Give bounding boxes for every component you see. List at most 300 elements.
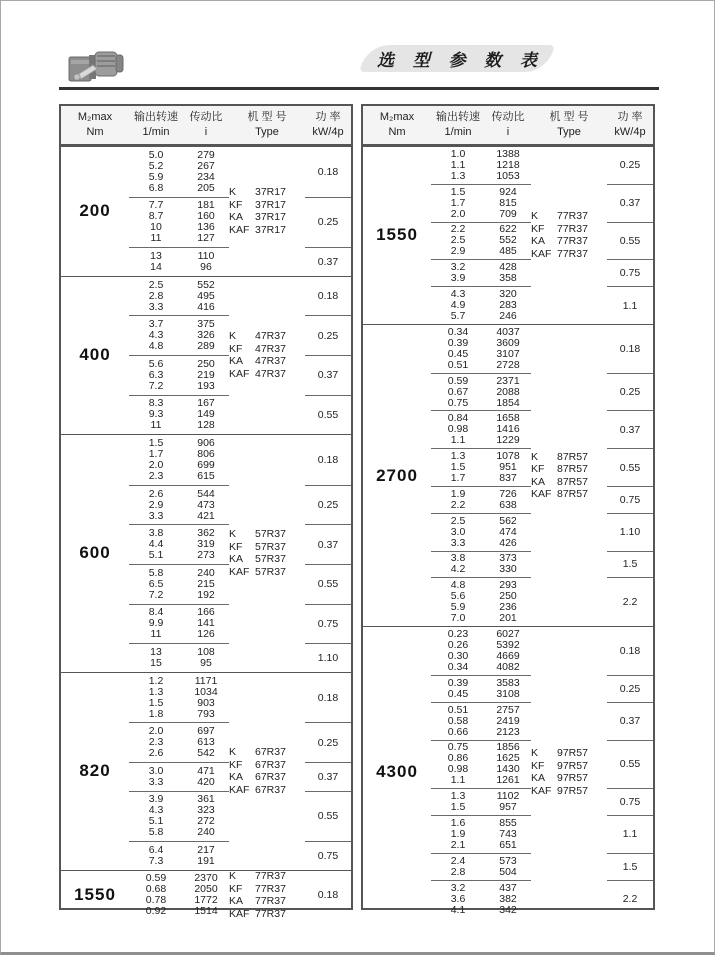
type-column-gap [531,880,607,918]
type-prefix: KF [531,759,545,772]
type-code: 77R37 [255,870,286,883]
power-value: 0.37 [305,762,351,791]
column-header-name: 功 率 [315,111,341,123]
type-column-gap [531,675,607,702]
column-header-name: 功 率 [617,111,643,123]
output-speed-value: 7.2 [148,588,164,601]
type-code: 57R37 [255,528,286,541]
output-speed-value: 1.5 [148,436,164,449]
ratio-value: 293 [499,579,517,592]
table-row [431,613,531,624]
ratio-value: 126 [197,628,215,641]
ratio-value: 697 [197,725,215,738]
ratio-value: 1772 [194,894,218,907]
output-speed-value: 4.3 [450,288,466,301]
type-model [229,566,305,579]
column-header [607,110,653,140]
ratio-value: 95 [200,656,212,669]
type-prefix: KAF [229,783,250,796]
power-value: 0.18 [317,165,339,178]
column-header-name: 机 型 号 [247,111,287,123]
table-row [431,360,531,371]
output-speed-value: 4.3 [148,804,164,817]
type-column-gap [531,702,607,740]
type-code: 67R37 [255,771,286,784]
ratio-value: 219 [197,368,215,381]
type-model [531,210,607,223]
table-row [431,802,531,813]
column-header-unit: 1/min [142,126,170,138]
table-row [431,387,531,398]
table-row [129,302,229,313]
ratio-value: 2088 [496,385,520,398]
power-value: 0.37 [305,355,351,395]
output-speed-value: 3.3 [148,300,164,313]
ratio-value: 699 [197,458,215,471]
output-speed-value: 5.6 [450,590,466,603]
output-speed-value: 2.5 [450,514,466,527]
type-column-gap [531,259,607,286]
type-code: 37R17 [255,186,286,199]
type-code: 47R37 [255,367,286,380]
type-prefix: KF [229,342,243,355]
type-model [531,248,607,261]
ratio-value: 358 [499,272,517,285]
speed-ratio-block [431,184,531,222]
speed-ratio-block [129,643,229,672]
type-code: 57R37 [255,553,286,566]
output-speed-value: 0.78 [145,894,167,907]
type-prefix: KAF [229,565,250,578]
table-row [431,435,531,446]
output-speed-value: 6.3 [148,368,164,381]
ratio-value: 1229 [496,434,520,447]
speed-ratio-block [129,871,229,921]
ratio-value: 201 [499,612,517,625]
type-model [229,528,305,541]
table-row [431,705,531,716]
type-model [229,199,305,212]
power-value: 1.1 [607,815,653,853]
power-value: 0.25 [305,315,351,355]
output-speed-value: 2.0 [148,458,164,471]
type-model [531,488,607,501]
column-header-unit: kW/4p [614,126,646,138]
type-column-gap [229,277,305,316]
output-speed-value: 4.4 [148,538,164,551]
output-speed-value: 5.9 [450,601,466,614]
output-speed-value: 11 [150,628,162,641]
column-header [61,110,129,140]
column-header-unit: i [204,126,208,138]
type-column-gap [531,410,607,448]
ratio-value: 141 [197,617,215,630]
page-title-banner [359,45,555,72]
output-speed-value: 0.86 [447,752,469,765]
power-group [431,147,653,184]
ratio-value: 2050 [194,883,218,896]
ratio-value: 2419 [496,714,520,727]
speed-ratio-block [129,485,229,525]
torque-value: 820 [79,761,111,781]
type-code: 77R37 [557,235,588,248]
torque-section [61,672,351,870]
power-group [129,791,351,842]
ratio-value: 1430 [496,763,520,776]
torque-value: 2700 [376,465,418,485]
output-speed-value: 2.8 [450,865,466,878]
ratio-value: 1218 [496,158,520,171]
column-header [485,110,531,140]
table-row [129,341,229,352]
column-header [431,110,485,140]
speed-ratio-block [129,315,229,355]
column-header [183,110,229,140]
type-code: 87R57 [557,450,588,463]
type-column-gap [531,853,607,880]
table-row [129,471,229,482]
output-speed-value: 0.66 [447,725,469,738]
type-prefix: K [229,330,237,343]
column-header-unit: i [506,126,510,138]
output-speed-value: 1.5 [450,801,466,814]
ratio-value: 373 [499,552,517,565]
ratio-value: 4669 [496,650,520,663]
speed-ratio-block [431,325,531,373]
power-group [431,853,653,880]
output-speed-value: 1.1 [450,158,466,171]
output-speed-value: 2.9 [450,245,466,258]
power-group [431,702,653,740]
power-group [129,435,351,485]
output-speed-value: 2.0 [148,725,164,738]
output-speed-value: 0.30 [447,650,469,663]
type-column-gap [229,485,305,525]
output-speed-value: 2.3 [148,469,164,482]
torque-value: 200 [79,201,111,221]
ratio-value: 1856 [496,741,520,754]
power-group [129,277,351,316]
output-speed-value: 14 [150,260,162,273]
ratio-value: 375 [197,318,215,331]
table-row [431,883,531,894]
power-group [129,841,351,870]
table-row [129,777,229,788]
table-row [129,183,229,194]
ratio-value: 495 [197,289,215,302]
table-row [431,246,531,257]
type-column-gap [229,841,305,870]
ratio-value: 2123 [496,725,520,738]
power-group [129,485,351,525]
ratio-value: 1658 [496,412,520,425]
speed-ratio-block [431,740,531,789]
type-prefix: KAF [229,907,250,920]
output-speed-value: 0.26 [447,639,469,652]
type-code: 77R37 [255,882,286,895]
output-speed-value: 2.5 [148,278,164,291]
power-group [129,395,351,435]
type-column-gap [531,815,607,853]
type-code: 47R37 [255,330,286,343]
table-row [129,420,229,431]
power-value: 0.55 [305,791,351,842]
output-speed-value: 3.2 [450,261,466,274]
output-speed-value: 3.6 [450,892,466,905]
type-prefix: KA [229,895,244,908]
output-speed-value: 0.75 [447,396,469,409]
type-prefix: K [229,870,237,883]
torque-value: 1550 [74,885,116,905]
power-group [129,673,351,723]
type-code: 87R57 [557,488,588,501]
speed-ratio-block [129,673,229,723]
type-prefix: K [531,747,539,760]
type-model [531,476,607,489]
table-row [431,840,531,851]
power-value: 0.25 [607,373,653,411]
type-list [229,528,305,578]
ratio-value: 149 [197,408,215,421]
power-value: 1.5 [607,551,653,578]
ratio-value: 267 [197,159,215,172]
ratio-value: 573 [499,854,517,867]
output-speed-value: 0.45 [447,687,469,700]
output-speed-value: 2.8 [148,289,164,302]
speed-ratio-block [129,762,229,791]
output-speed-value: 2.2 [450,498,466,511]
ratio-value: 426 [499,536,517,549]
speed-ratio-block [431,815,531,853]
power-group [431,286,653,324]
speed-ratio-block [129,841,229,870]
speed-ratio-block [431,627,531,675]
speed-ratio-block [129,277,229,316]
ratio-value: 924 [499,185,517,198]
type-code: 87R57 [557,463,588,476]
output-speed-value: 15 [150,656,162,669]
ratio-value: 181 [197,199,215,212]
power-group [431,373,653,411]
column-header-unit: Type [557,126,581,138]
type-model [531,451,607,464]
ratio-value: 855 [499,816,517,829]
output-speed-value: 13 [150,645,162,658]
power-group [431,325,653,373]
ratio-value: 1034 [194,685,218,698]
table-row [129,827,229,838]
table-row [431,473,531,484]
table-row [129,698,229,709]
torque-section [61,146,351,276]
header-divider [59,87,659,90]
column-header [305,110,351,140]
power-value: 0.37 [607,184,653,222]
output-speed-value: 1.3 [450,169,466,182]
output-speed-value: 7.3 [148,854,164,867]
type-model [531,785,607,798]
ratio-value: 323 [197,804,215,817]
type-column-gap [531,325,607,373]
table-row [129,550,229,561]
ratio-value: 726 [499,487,517,500]
table-row [129,687,229,698]
type-column-gap [229,673,305,723]
output-speed-value: 3.8 [148,527,164,540]
torque-value: 1550 [376,225,418,245]
type-model [229,746,305,759]
output-speed-value: 0.75 [447,741,469,754]
table-row [129,511,229,522]
table-row [431,662,531,673]
column-header-unit: Type [255,126,279,138]
ratio-value: 421 [197,509,215,522]
speed-ratio-block [129,604,229,644]
power-value: 0.25 [305,485,351,525]
output-speed-value: 2.0 [450,207,466,220]
power-value: 0.18 [317,290,339,303]
ratio-value: 1416 [496,423,520,436]
output-speed-value: 1.7 [450,472,466,485]
output-speed-value: 3.3 [148,775,164,788]
ratio-value: 743 [499,827,517,840]
ratio-value: 428 [499,261,517,274]
table-header [363,106,653,146]
output-speed-value: 2.6 [148,487,164,500]
ratio-value: 1514 [194,905,218,918]
type-prefix: KA [531,772,546,785]
type-prefix: KA [531,475,546,488]
column-header [229,110,305,140]
ratio-value: 330 [499,563,517,576]
ratio-value: 485 [499,245,517,258]
type-column-gap [229,643,305,672]
type-code: 97R57 [557,784,588,797]
torque-section [61,434,351,672]
ratio-value: 504 [499,865,517,878]
power-value: 1.10 [305,643,351,672]
ratio-value: 651 [499,838,517,851]
table-row [431,311,531,322]
ratio-value: 542 [197,747,215,760]
type-list [229,330,305,380]
power-group [129,604,351,644]
output-speed-value: 5.0 [148,148,164,161]
output-speed-value: 0.67 [447,385,469,398]
speed-ratio-block [431,853,531,880]
ratio-value: 167 [197,397,215,410]
type-model [229,368,305,381]
type-column-gap [229,604,305,644]
output-speed-value: 13 [150,249,162,262]
type-prefix: KAF [531,488,552,501]
type-model [229,895,305,908]
type-model [229,224,305,237]
ratio-value: 361 [197,793,215,806]
column-header-name: 传动比 [491,111,525,123]
output-speed-value: 1.9 [450,487,466,500]
table-row [431,500,531,511]
speed-ratio-block [129,524,229,564]
output-speed-value: 0.51 [447,358,469,371]
type-prefix: KF [229,882,243,895]
ratio-value: 191 [197,854,215,867]
ratio-value: 420 [197,775,215,788]
type-column-gap [531,286,607,324]
ratio-value: 613 [197,736,215,749]
type-list [229,870,305,920]
output-speed-value: 0.98 [447,763,469,776]
selection-table-2 [361,104,655,916]
torque-value: 600 [79,543,111,563]
type-list [531,747,607,797]
output-speed-value: 1.5 [450,185,466,198]
type-code: 67R37 [255,783,286,796]
ratio-value: 3609 [496,336,520,349]
ratio-value: 544 [197,487,215,500]
output-speed-value: 5.8 [148,566,164,579]
column-header-unit: 1/min [444,126,472,138]
power-group [431,513,653,551]
ratio-value: 108 [197,645,215,658]
table-row [431,538,531,549]
output-speed-value: 5.1 [148,815,164,828]
power-value: 1.1 [607,286,653,324]
power-group [431,259,653,286]
output-speed-value: 6.8 [148,181,164,194]
power-value: 0.18 [317,453,339,466]
type-code: 67R37 [255,746,286,759]
output-speed-value: 5.2 [148,159,164,172]
type-model [531,772,607,785]
torque-value: 4300 [376,762,418,782]
output-speed-value: 11 [150,419,162,432]
output-speed-value: 1.7 [148,447,164,460]
ratio-value: 320 [499,288,517,301]
speed-ratio-block [129,247,229,276]
type-prefix: KAF [229,367,250,380]
ratio-value: 160 [197,210,215,223]
ratio-value: 3108 [496,687,520,700]
output-speed-value: 1.5 [148,696,164,709]
output-speed-value: 6.5 [148,577,164,590]
power-value: 0.75 [305,841,351,870]
table-row [431,905,531,916]
output-speed-value: 8.7 [148,210,164,223]
type-column-gap [531,577,607,626]
type-model [229,759,305,772]
table-row [129,590,229,601]
type-code: 37R17 [255,198,286,211]
table-header [61,106,351,146]
ratio-value: 6027 [496,628,520,641]
ratio-value: 193 [197,379,215,392]
output-speed-value: 2.2 [450,223,466,236]
power-value: 0.55 [607,222,653,260]
ratio-value: 793 [197,707,215,720]
type-model [229,771,305,784]
table-row [431,273,531,284]
output-speed-value: 0.59 [447,374,469,387]
ratio-value: 1388 [496,147,520,160]
table-row [129,647,229,658]
selection-table-1 [59,104,353,920]
ratio-value: 342 [499,903,517,916]
output-speed-value: 4.8 [148,340,164,353]
output-speed-value: 1.0 [450,147,466,160]
output-speed-value: 1.6 [450,816,466,829]
type-code: 87R57 [557,475,588,488]
